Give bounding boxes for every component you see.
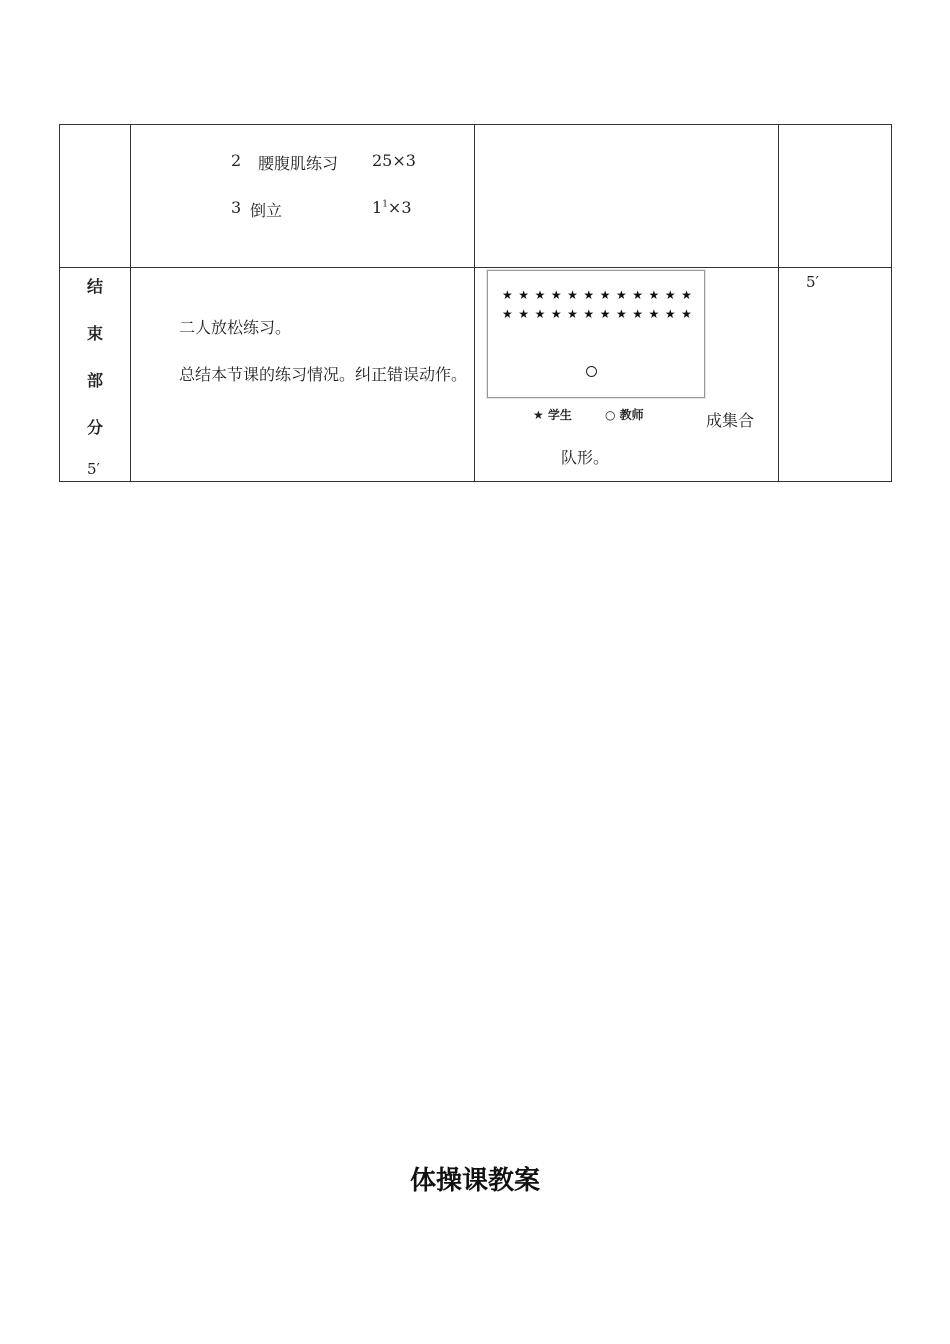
item-number: 3 (231, 198, 242, 217)
time-cell (779, 125, 892, 268)
content-line: 二人放松练习。 (179, 318, 292, 337)
organization-cell (475, 125, 779, 268)
student-star-icon: ★ (615, 307, 627, 321)
section-label-char: 结 (86, 277, 103, 296)
lesson-plan-table (59, 124, 892, 482)
student-star-icon: ★ (681, 307, 692, 321)
student-star-icon: ★ (632, 307, 644, 321)
student-star-icon: ★ (681, 288, 692, 302)
organization-cell (475, 268, 779, 482)
section-label-char: 分 (86, 418, 103, 437)
item-number: 2 (231, 151, 242, 170)
table-row (60, 268, 892, 482)
student-star-icon: ★ (567, 307, 578, 321)
student-star-icon: ★ (550, 288, 562, 302)
section-time: 5′ (87, 460, 100, 478)
item-reps: 25×3 (372, 151, 416, 170)
student-star-icon: ★ (534, 307, 546, 321)
student-star-icon: ★ (615, 288, 627, 302)
student-star-icon: ★ (550, 307, 562, 321)
section-label-char: 部 (86, 371, 103, 390)
legend-teacher: ○ 教师 (605, 408, 644, 422)
student-row (502, 308, 692, 320)
section-cell (60, 125, 131, 268)
student-star-icon: ★ (583, 307, 595, 321)
time-cell (779, 268, 892, 482)
content-line: 总结本节课的练习情况。纠正错误动作。 (179, 365, 468, 384)
student-star-icon: ★ (518, 288, 530, 302)
student-star-icon: ★ (534, 288, 546, 302)
content-cell (131, 125, 475, 268)
student-star-icon: ★ (648, 288, 660, 302)
teacher-marker (586, 366, 597, 377)
time-value: 5′ (806, 273, 819, 291)
item-name: 腰腹肌练习 (258, 154, 339, 173)
student-star-icon: ★ (567, 288, 578, 302)
section-cell (60, 268, 131, 482)
student-star-icon: ★ (599, 288, 611, 302)
page-title: 体操课教案 (409, 1166, 540, 1196)
student-star-icon: ★ (599, 307, 611, 321)
legend-student: ★ 学生 (533, 408, 572, 422)
formation-diagram (487, 270, 705, 398)
student-star-icon: ★ (583, 288, 595, 302)
student-star-icon: ★ (502, 288, 513, 302)
formation-note: 成集合 (706, 411, 755, 430)
formation-note: 队形。 (561, 448, 610, 467)
content-cell (131, 268, 475, 482)
student-star-icon: ★ (502, 307, 513, 321)
table-row (60, 125, 892, 268)
student-star-icon: ★ (518, 307, 530, 321)
item-name: 倒立 (250, 201, 283, 220)
item-reps: $1^1\times 3$ (372, 198, 412, 217)
student-row (502, 289, 692, 301)
section-label-char: 束 (86, 324, 103, 343)
student-star-icon: ★ (664, 307, 676, 321)
student-star-icon: ★ (664, 288, 676, 302)
student-star-icon: ★ (632, 288, 644, 302)
student-star-icon: ★ (648, 307, 660, 321)
